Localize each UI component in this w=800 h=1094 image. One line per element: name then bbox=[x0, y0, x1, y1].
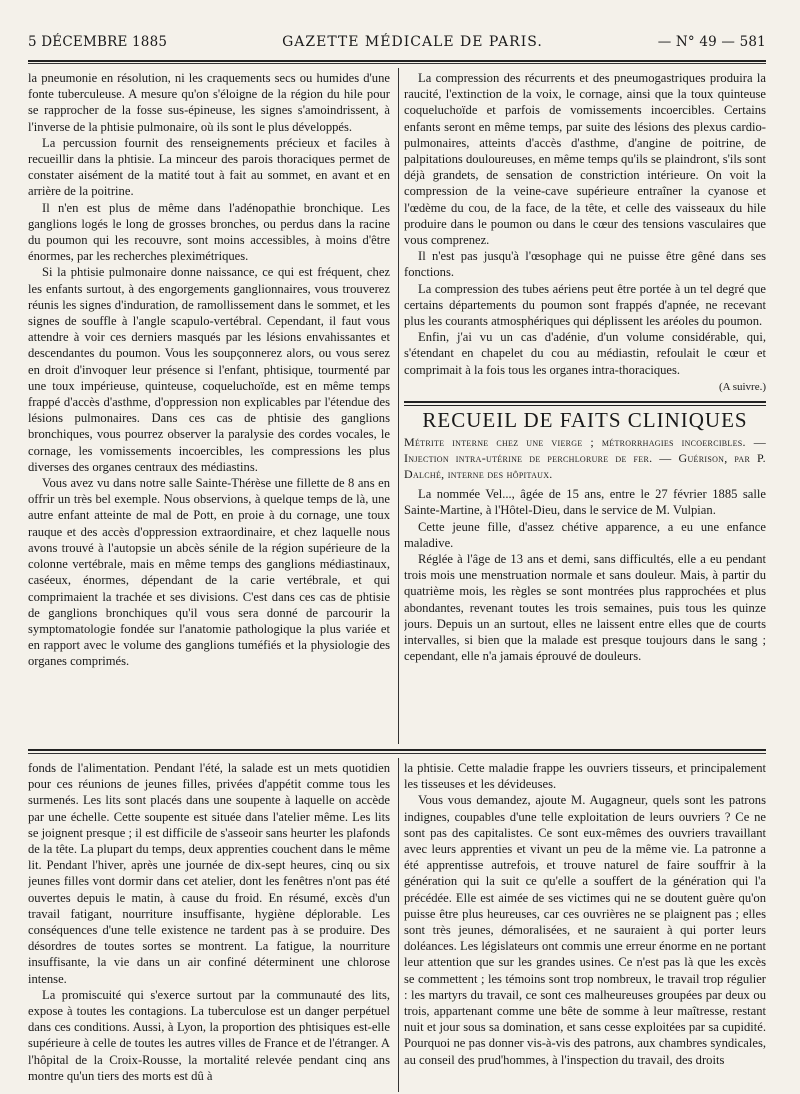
paragraph: La nommée Vel..., âgée de 15 ans, entre le 27 février 1885 salle Sainte-Martine, à l'Hôtel-Dieu, dans le service de M. Vulpian. bbox=[404, 487, 766, 518]
paragraph: Cette jeune fille, d'assez chétive apparence, a eu une enfance maladive. bbox=[404, 519, 766, 550]
column-right-top bbox=[404, 70, 766, 742]
paragraph: Enfin, j'ai vu un cas d'adénie, d'un volume considérable, qui, s'étendant en chapelet du cou au médiastin, refoulait le cœur et comprimait à la fois tous les organes intra-thoraciques. bbox=[404, 330, 766, 377]
header-date: 5 DÉCEMBRE 1885 bbox=[28, 34, 168, 50]
paragraph: La compression des tubes aériens peut être portée à un tel degré que certains départements du poumon sont frappés d'apnée, ne recevant plus les courants atmosphériques qui déplissent les aréoles du poumon. bbox=[404, 281, 766, 329]
header-issue: — N° 49 — 581 bbox=[657, 34, 766, 50]
header-title: GAZETTE MÉDICALE DE PARIS. bbox=[282, 34, 543, 50]
paragraph: La percussion fournit des renseignements précieux et faciles à recueillir dans la phtisie. La minceur des parois thoraciques permet de constater aisément de la matité tout à fait au sommet, en avant et en arrière de la poitrine. bbox=[28, 135, 390, 199]
column-left-top bbox=[28, 70, 390, 742]
paragraph: Il n'en est plus de même dans l'adénopathie bronchique. Les ganglions logés le long de grosses bronches, ou perdus dans la racine du poumon qui les recouvre, sont moins accessibles, à moins d'être énormes, par les recherches pleximétriques. bbox=[28, 200, 390, 264]
column-left-bottom bbox=[28, 760, 390, 1090]
fold-rule bbox=[28, 749, 766, 751]
paragraph: la phtisie. Cette maladie frappe les ouvriers tisseurs, et principalement les tisseuses et les dévideuses. bbox=[404, 761, 766, 792]
column-divider-top bbox=[398, 68, 399, 744]
paragraph: Si la phtisie pulmonaire donne naissance, ce qui est fréquent, chez les enfants surtout, à des engorgements ganglionnaires, vous trouverez réunis les signes d'induration, de ramollissement dans le sommet, et les signes de souffle à l'angle scapulo-vertébral. Cependant, il faut vous attendre à voir ces derniers masqués par les lésions envahissantes et descendantes du poumon. Vous les soupçonnerez alors, ou vous serez en droit d'invoquer leur présence si l'enfant, phtisique, tourmenté par une toux impérieuse, quinteuse, coqueluchoïde, est en même temps frappé d'accès d'asthme, d'oppression non explicables par l'étendue des lésions pulmonaires. Dans ces cas de phtisie des ganglions bronchiques, vous pourrez observer la paralysie des cordes vocales, le cornage, les vomissements incoercibles, les compressions les plus diverses des organes centraux des médiastins. bbox=[28, 265, 390, 474]
section-subtitle: Métrite interne chez une vierge ; métrorrhagies incoercibles. — Injection intra-utérine de perchlorure de fer. — Guérison, par P. Dalché, interne des hôpitaux. bbox=[404, 435, 766, 482]
column-divider-bottom bbox=[398, 758, 399, 1092]
column-right-bottom bbox=[404, 760, 766, 1090]
page-header bbox=[28, 34, 766, 56]
paragraph: La compression des récurrents et des pneumogastriques produira la raucité, l'extinction de la voix, le cornage, ainsi que la toux quinteuse coqueluchoïde et parfois de vomissements incoercibles. Certains enfants seront en même temps, par suite des lésions des plexus cardio-pulmonaires, atteints d'accès d'asthme, d'angine de poitrine, de palpitations douloureuses, en même temps qu'ils se plaindront, s'ils sont déjà grandets, de sensation de constriction intérieure. On voit la compression de la veine-cave supérieure entraîner la cyanose et l'œdème du cou, de la face, de la tête, et celle des vaisseaux du hile produire dans le poumon ou dans le cœur des tensions vasculaires que vous comprenez. bbox=[404, 71, 766, 248]
header-rule bbox=[28, 60, 766, 62]
fold-rule-thin bbox=[28, 753, 766, 754]
paragraph: Il n'est pas jusqu'à l'œsophage qui ne puisse être gêné dans ses fonctions. bbox=[404, 249, 766, 280]
paragraph: Vous vous demandez, ajoute M. Augagneur, quels sont les patrons indignes, coupables d'une telle exploitation de leurs ouvriers ? Ce ne sont pas des capitalistes. Ce sont eux-mêmes des ouvriers travaillant avec leurs apprenties et vivant un peu de la même vie. La patronne a été apprentisse autrefois, et trouve naturel de faire souffrir à la génération qui la suit ce qu'elle a souffert de la génération qui l'a précédée. Elle est aimée de ses victimes qui ne se doutent guère qu'on puisse être plus heureuses, car ces ouvrières ne se plaignent pas ; elles sont très jeunes, démoralisées, et ne sauraient à qui porter leurs doléances. Les législateurs ont commis une erreur énorme en ne portant leur attention que sur les grandes usines. Ce n'est pas là que les excès se commettent ; les témoins sont trop nombreux, le travail trop régulier : les martyrs du travail, ce sont ces malheureuses groupées par deux ou trois, appartenant comme une bête de somme à leur maîtresse, restant nuit et jour sous sa domination, et sans cesse exploitées par sa cupidité. Pourquoi ne pas donner vis-à-vis des patrons, aux chambres syndicales, au conseil des prud'hommes, à l'inspection du travail, des droits bbox=[404, 793, 766, 1067]
paragraph: fonds de l'alimentation. Pendant l'été, la salade est un mets quotidien pour ces réunions de jeunes filles, privées d'appétit comme tous les surmenés. Les lits sont placés dans une soupente à laquelle on accède par une échelle. Cette soupente est située dans l'atelier même. Les lits se joignent presque ; il est difficile de s'asseoir sans heurter les plafonds de la tête. La plupart du temps, deux apprenties couchent dans le même lit. Pendant l'hiver, après une journée de dix-sept heures, cinq ou six jeunes filles vont dormir dans cet atelier, dont les fenêtres n'ont pas été ouvertes depuis le matin, à cause du froid. En résumé, excès d'un travail fatigant, nourriture insuffisante, hygiène déplorable. Les conséquences d'une telle existence ne tardent pas à se produire. Des désordres de toutes sortes se montrent. La fatigue, la nourriture insuffisante, la vie dans un air confiné déterminent une chlorose intense. bbox=[28, 761, 390, 986]
paragraph: La promiscuité qui s'exerce surtout par la communauté des lits, expose à toutes les contagions. La tuberculose est un danger perpétuel dans ces conditions. Aussi, à Lyon, la proportion des phtisiques est-elle supérieure à celle de toutes les autres villes de France et de l'étranger. A l'hôpital de la Croix-Rousse, la mortalité relevée pendant cinq ans montre qu'un tiers des morts est dû à bbox=[28, 987, 390, 1083]
section-title: RECUEIL DE FAITS CLINIQUES bbox=[422, 408, 748, 433]
section-rule bbox=[404, 401, 766, 406]
to-be-continued: (A suivre.) bbox=[718, 380, 766, 393]
paragraph: la pneumonie en résolution, ni les craquements secs ou humides d'une fonte tuberculeuse. A mesure qu'on s'éloigne de la région du hile pour se rapprocher de la fosse sus-épineuse, les signes s'amoindrissent, à l'inverse de la phtisie pulmonaire, où ils sont le plus développés. bbox=[28, 71, 390, 134]
header-rule-thin bbox=[28, 63, 766, 64]
paragraph: Réglée à l'âge de 13 ans et demi, sans difficultés, elle a eu pendant trois mois une menstruation normale et sans douleur. Mais, à partir du quatrième mois, les règles se sont montrées plus rapprochées et plus abondantes, revenant toutes les trois semaines, puis tous les quinze jours. Depuis un an surtout, elles ne laissent entre elles que de courts intervalles, si bien que la malade est presque toujours dans le sang ; cependant, elle n'a jamais éprouvé de douleurs. bbox=[404, 552, 766, 664]
paragraph: Vous avez vu dans notre salle Sainte-Thérèse une fillette de 8 ans en offrir un très bel exemple. Nous observions, à quelque temps de là, une autre enfant atteinte de mal de Pott, en proie à du cornage, une toux rauque et des accès d'oppression extraordinaire, et chez laquelle nous avons trouvé à l'autopsie un abcès sénile de la région supérieure de la colonne vertébrale, mais en même temps des ganglions médiastinaux, caséeux, énormes, dépendant de la carie vertébrale, et qui comprimaient la trachée et ses divisions. C'est dans ces cas de phtisie de ganglions bronchiques qu'il vous sera donné de parcourir la symptomatologie fondée sur l'anatomie pathologique la plus variée et en rapport avec le volume des ganglions tuméfiés et la physiologie des organes comprimés. bbox=[28, 476, 390, 669]
